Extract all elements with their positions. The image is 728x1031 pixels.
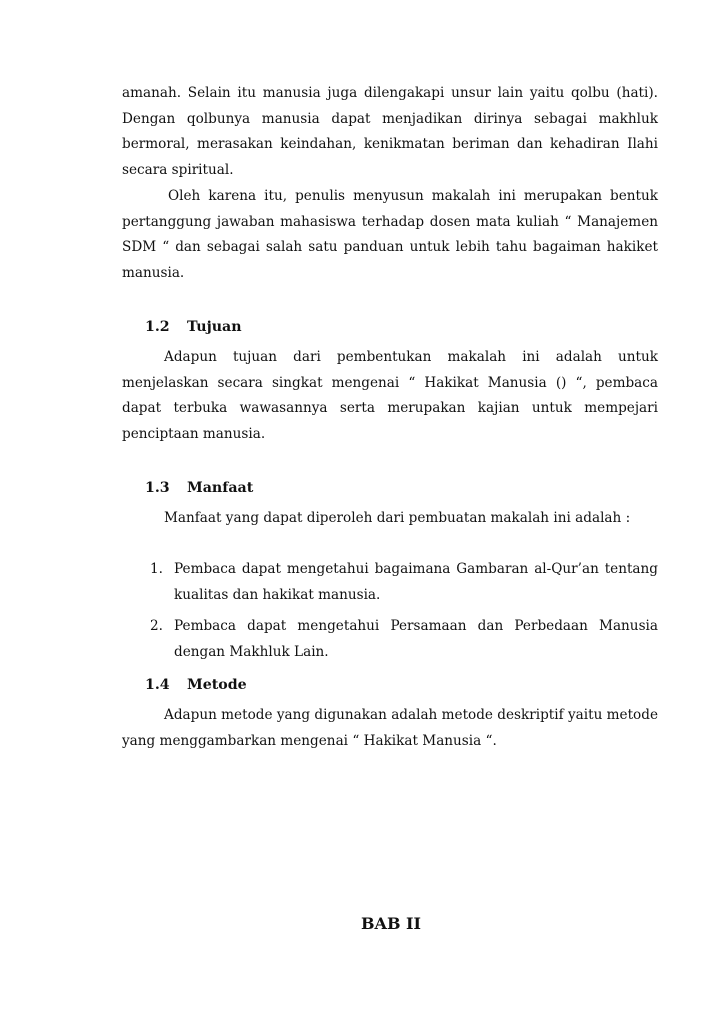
tujuan-paragraph: Adapun tujuan dari pembentukan makalah ini adalah untuk menjelaskan secara singkat mengenai “ Hakikat Manusia () “, pembaca dapat terbuka wawasannya serta merupakan kajian untuk mempejari penciptaan manusia. bbox=[122, 349, 658, 442]
section-title: Manfaat bbox=[187, 480, 254, 496]
manfaat-paragraph: Manfaat yang dapat diperoleh dari pembuatan makalah ini adalah : bbox=[164, 510, 631, 526]
intro-paragraph-1: amanah. Selain itu manusia juga dilengakapi unsur lain yaitu qolbu (hati). Dengan qolbunya manusia dapat menjadikan dirinya sebagai makhluk bermoral, merasakan keindahan, kenikmatan beriman dan kehadiran Ilahi secara spiritual. bbox=[122, 85, 658, 178]
list-item-text: Pembaca dapat mengetahui Persamaan dan Perbedaan Manusia dengan Makhluk Lain. bbox=[174, 618, 658, 660]
section-title: Tujuan bbox=[187, 319, 242, 335]
intro-paragraph-2: Oleh karena itu, penulis menyusun makalah ini merupakan bentuk pertanggung jawaban mahasiswa terhadap dosen mata kuliah “ Manajemen SDM “ dan sebagai salah satu panduan untuk lebih tahu bagaiman hakiket manusia. bbox=[122, 188, 658, 281]
list-item-text: Pembaca dapat mengetahui bagaimana Gambaran al-Qur’an tentang kualitas dan hakikat manusia. bbox=[174, 561, 658, 603]
section-heading-manfaat bbox=[145, 480, 253, 496]
list-marker: 2. bbox=[150, 618, 163, 634]
chapter-heading: BAB II bbox=[361, 914, 421, 933]
section-number: 1.4 bbox=[145, 677, 170, 693]
section-heading-metode bbox=[145, 677, 247, 693]
section-number: 1.3 bbox=[145, 480, 170, 496]
list-marker: 1. bbox=[150, 561, 163, 577]
metode-paragraph: Adapun metode yang digunakan adalah metode deskriptif yaitu metode yang menggambarkan mengenai “ Hakikat Manusia “. bbox=[122, 707, 658, 749]
section-title: Metode bbox=[187, 677, 247, 693]
list-item bbox=[150, 614, 658, 665]
section-number: 1.2 bbox=[145, 319, 170, 335]
list-item bbox=[150, 557, 658, 608]
section-heading-tujuan bbox=[145, 319, 242, 335]
manfaat-list bbox=[150, 557, 658, 665]
